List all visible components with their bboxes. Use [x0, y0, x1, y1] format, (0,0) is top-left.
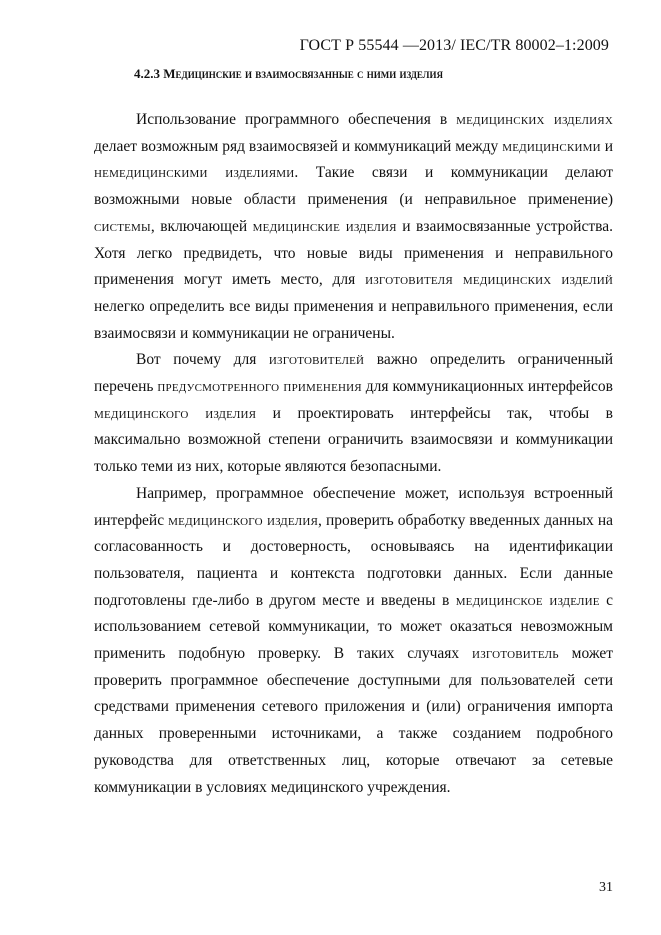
body-text [94, 107, 613, 801]
paragraph-text: Использование программного обеспечения в [136, 111, 457, 128]
defined-term: медицинское изделие [455, 591, 600, 609]
defined-term: предусмотренного применения [157, 378, 362, 396]
paragraph [94, 481, 613, 801]
paragraph-text: важно определить ограниченный перечень [94, 351, 613, 396]
paragraph-text: делает возможным ряд взаимосвязей и коммуникаций между [94, 137, 503, 155]
defined-term: медицинских изделиях [456, 111, 613, 128]
defined-term: изготовитель [472, 645, 559, 663]
paragraph-text: Например, программное обеспечение может, используя встроенный интерфейс [94, 484, 613, 529]
paragraph-text: , включающей [150, 217, 253, 235]
paragraph [94, 347, 613, 481]
paragraph-text: и [600, 137, 614, 155]
paragraph-text: , проверить обработку введенных данных на согласованность и достоверность, основываясь на идентификации пользователя, пациента и контекста подготовки данных. Если данные подготовлены где-либо в другом месте и введены в [94, 511, 613, 609]
defined-term: системы [94, 217, 151, 235]
paragraph-text: . Такие связи и коммуникации делают возможными новые области применения (и неправильное применение) [94, 164, 613, 209]
paragraph-text: с использованием сетевой коммуникации, то может оказаться невозможным применить подобную проверку. В таких случаях [94, 591, 613, 663]
section-number: 4.2.3 [134, 66, 160, 81]
section-heading [134, 66, 443, 82]
standard-designation: ГОСТ Р 55544 —2013/ IEC/TR 80002–1:2009 [299, 37, 609, 54]
defined-term: медицинскими [502, 137, 601, 155]
section-title-rest: едицинские и взаимосвязанные с ними изделия [175, 66, 443, 81]
defined-term: медицинского изделия [94, 404, 257, 422]
paragraph-text: и проектировать интерфейсы так, чтобы в максимально возможной степени ограничить взаимосвязи и коммуникации только теми из них, которые являются безопасными. [94, 404, 613, 476]
section-title-first-letter: М [163, 66, 176, 81]
paragraph-text: нелегко определить все виды применения и неправильного применения, если взаимосвязи и коммуникации не ограничены. [94, 297, 613, 342]
paragraph-text: и взаимосвязанные устройства. Хотя легко предвидеть, что новые виды применения и неправильного применения могут иметь место, для [94, 217, 613, 289]
paragraph-text: для коммуникационных интерфейсов [361, 378, 613, 396]
page-number: 31 [599, 880, 613, 895]
defined-term: изготовителя медицинских изделий [365, 271, 613, 289]
defined-term: немедицинскими изделиями [94, 164, 295, 182]
defined-term: медицинские изделия [252, 217, 397, 235]
defined-term: медицинского изделия [168, 511, 318, 529]
paragraph-text: может проверить программное обеспечение доступными для пользователей сети средствами применения сетевого приложения и (или) ограничения импорта данных проверенными источниками, а также созданием подробного руководства для ответственных лиц, которые отвечают за сетевые коммуникации в условиях медицинского учреждения. [94, 645, 613, 796]
defined-term: изготовителей [268, 351, 365, 369]
paragraph-text: Вот почему для [136, 351, 269, 369]
paragraph [94, 107, 613, 347]
